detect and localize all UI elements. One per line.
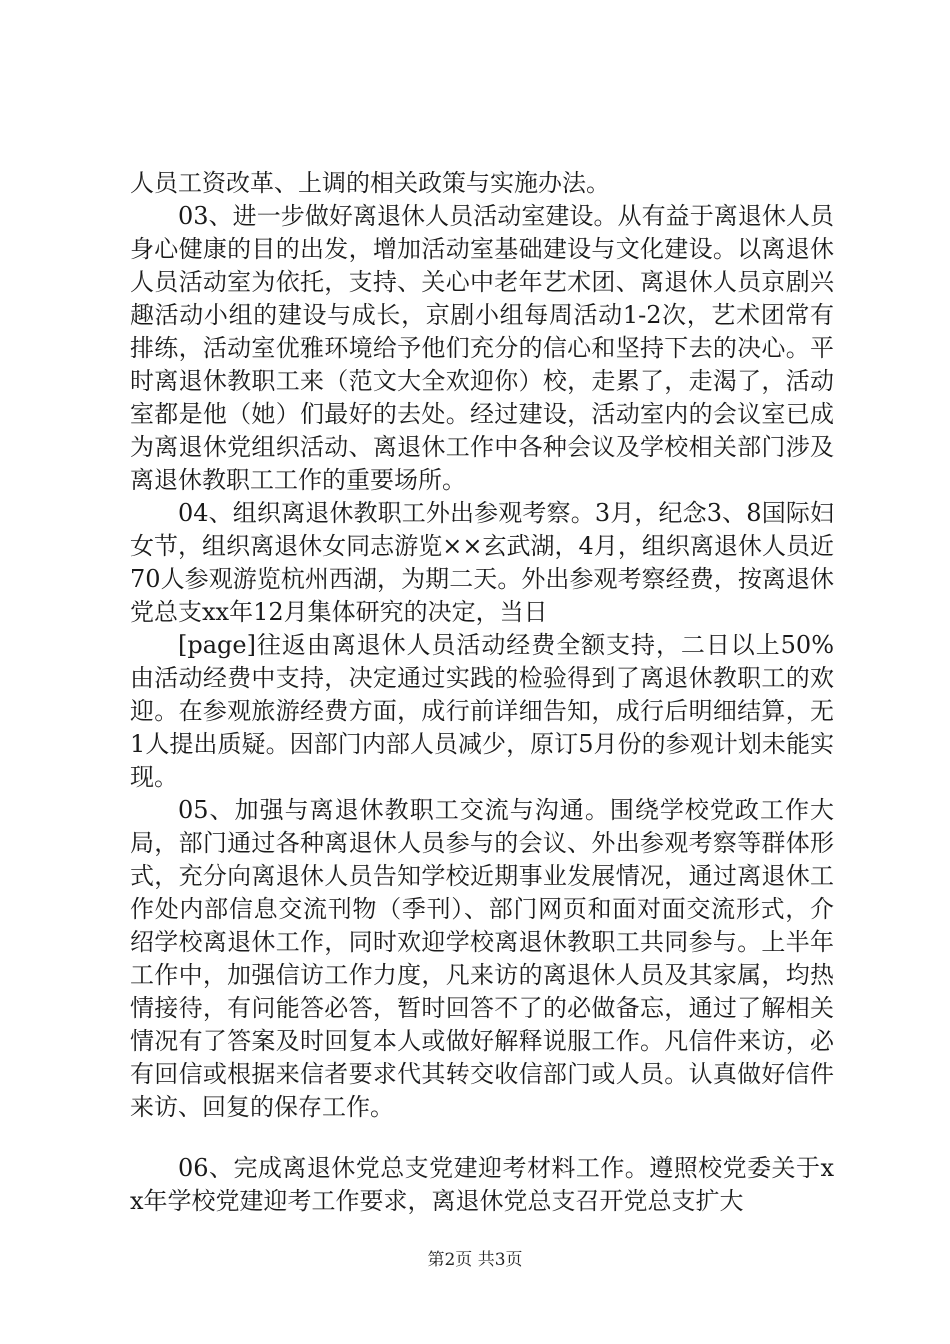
- paragraph-continuation: 人员工资改革、上调的相关政策与实施办法。: [130, 169, 610, 197]
- paragraph-03: 03、进一步做好离退休人员活动室建设。从有益于离退休人员身心健康的目的出发，增加活动室基础建设与文化建设。以离退休人员活动室为依托，支持、关心中老年艺术团、离退休人员京剧兴趣活动小组的建设与成长，京剧小组每周活动1-2次，艺术团常有排练，活动室优雅环境给予他们充分的信心和坚持下去的决心。平时离退休教职工来（范文大全欢迎你）校，走累了，走渴了，活动室都是他（她）们最好的去处。经过建设，活动室内的会议室已成为离退休党组织活动、离退休工作中各种会议及学校相关部门涉及离退休教职工工作的重要场所。: [130, 202, 834, 494]
- document-body: [130, 167, 834, 1218]
- paragraph-04: 04、组织离退休教职工外出参观考察。3月，纪念3、8国际妇女节，组织离退休女同志游览××玄武湖，4月，组织离退休人员近70人参观游览杭州西湖，为期二天。外出参观考察经费，按离退休党总支xx年12月集体研究的决定，当日: [130, 499, 834, 626]
- page-footer: 第2页 共3页: [427, 1250, 523, 1270]
- paragraph-05: 05、加强与离退休教职工交流与沟通。围绕学校党政工作大局，部门通过各种离退休人员参与的会议、外出参观考察等群体形式，充分向离退休人员告知学校近期事业发展情况，通过离退休工作处内部信息交流刊物（季刊）、部门网页和面对面交流形式，介绍学校离退休工作，同时欢迎学校离退休教职工共同参与。上半年工作中，加强信访工作力度，凡来访的离退休人员及其家属，均热情接待，有问能答必答，暂时回答不了的必做备忘，通过了解相关情况有了答案及时回复本人或做好解释说服工作。凡信件来访，必有回信或根据来信者要求代其转交收信部门或人员。认真做好信件来访、回复的保存工作。: [130, 796, 834, 1121]
- paragraph-06: 06、完成离退休党总支党建迎考材料工作。遵照校党委关于xx年学校党建迎考工作要求，离退休党总支召开党总支扩大: [130, 1154, 834, 1215]
- paragraph-page-break: [page]往返由离退休人员活动经费全额支持，二日以上50%由活动经费中支持，决定通过实践的检验得到了离退休教职工的欢迎。在参观旅游经费方面，成行前详细告知，成行后明细结算，无1人提出质疑。因部门内部人员减少，原订5月份的参观计划未能实现。: [130, 631, 834, 791]
